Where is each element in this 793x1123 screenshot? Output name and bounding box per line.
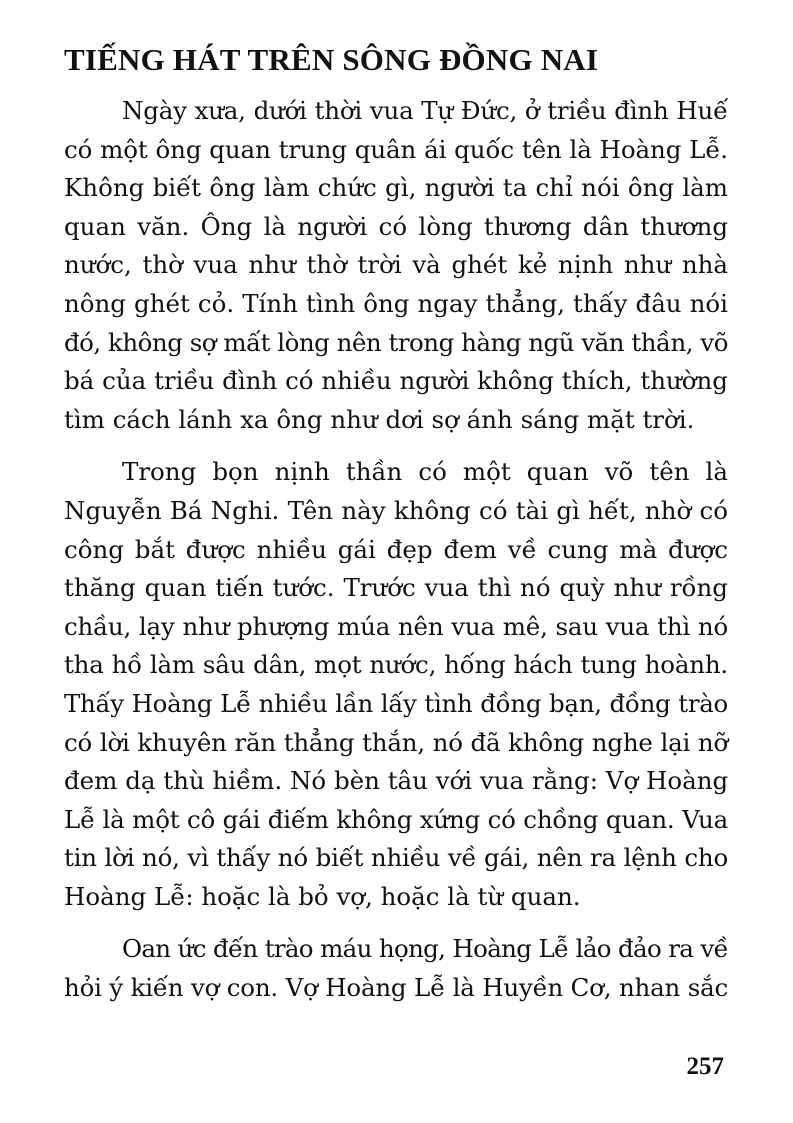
text-line: Hoàng Lễ: hoặc là bỏ vợ, hoặc là từ quan. <box>64 881 581 911</box>
text-line: nông ghét cỏ. Tính tình ông ngay thẳng, thấy đâu nói <box>64 288 728 318</box>
text-line: bá của triều đình có nhiều người không thích, thường <box>64 366 728 396</box>
text-line: Trong bọn nịnh thần có một quan võ tên là <box>122 457 728 487</box>
text-line: quan văn. Ông là người có lòng thương dân thương <box>64 211 728 241</box>
text-line: tìm cách lánh xa ông như dơi sợ ánh sáng mặt trời. <box>64 404 695 434</box>
text-line: công bắt được nhiều gái đẹp đem về cung mà được <box>64 534 728 564</box>
text-line: nước, thờ vua như thờ trời và ghét kẻ nịnh như nhà <box>64 250 728 280</box>
text-line: Không biết ông làm chức gì, người ta chỉ nói ông làm <box>64 173 728 203</box>
text-line: có một ông quan trung quân ái quốc tên là Hoàng Lễ. <box>64 134 728 164</box>
text-line: hỏi ý kiến vợ con. Vợ Hoàng Lễ là Huyền Cơ, nhan sắc <box>64 973 728 1003</box>
text-line: tha hồ làm sâu dân, mọt nước, hống hách tung hoành. <box>64 650 728 680</box>
text-line: có lời khuyên răn thẳng thắn, nó đã không nghe lại nỡ <box>64 727 728 757</box>
paragraph-2 <box>64 453 728 916</box>
text-line: Ngày xưa, dưới thời vua Tự Đức, ở triều đình Huế <box>122 96 728 125</box>
text-line: Oan ức đến trào máu họng, Hoàng Lễ lảo đảo ra về <box>122 934 728 964</box>
text-line: Nguyễn Bá Nghi. Tên này không có tài gì hết, nhờ có <box>64 495 728 525</box>
text-line: Lễ là một cô gái điếm không xứng có chồng quan. Vua <box>64 804 728 834</box>
page-number: 257 <box>686 1053 724 1080</box>
text-line: tin lời nó, vì thấy nó biết nhiều về gái, nên ra lệnh cho <box>64 843 728 873</box>
paragraph-1 <box>64 92 728 439</box>
text-line: đó, không sợ mất lòng nên trong hàng ngũ văn thần, võ <box>64 327 728 357</box>
text-line: thăng quan tiến tước. Trước vua thì nó quỳ như rồng <box>64 573 728 603</box>
paragraph-3 <box>64 930 728 1007</box>
text-line: đem dạ thù hiềm. Nó bèn tâu với vua rằng: Vợ Hoàng <box>64 766 729 796</box>
text-line: chầu, lạy như phượng múa nên vua mê, sau vua thì nó <box>64 611 728 641</box>
chapter-title: TIẾNG HÁT TRÊN SÔNG ĐỒNG NAI <box>64 42 599 77</box>
text-line: Thấy Hoàng Lễ nhiều lần lấy tình đồng bạn, đồng trào <box>64 688 728 718</box>
body-text <box>64 92 728 1022</box>
